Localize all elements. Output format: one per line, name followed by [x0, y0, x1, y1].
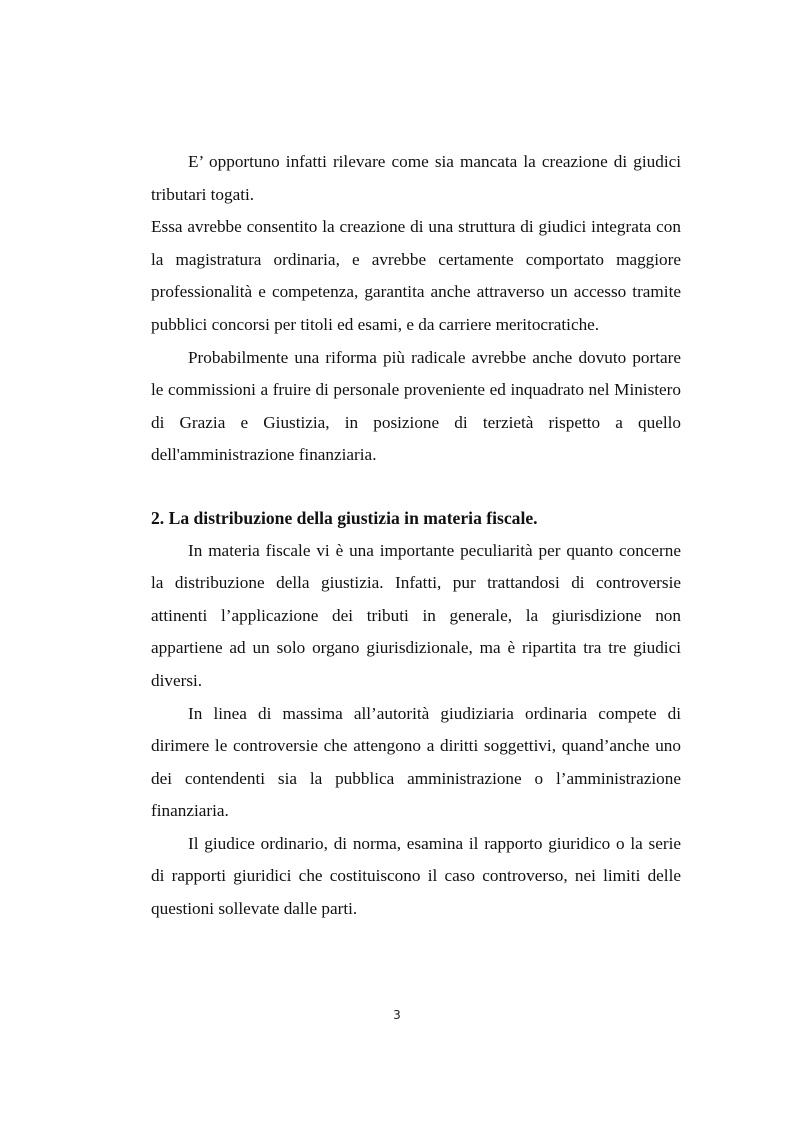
paragraph-riforma: Probabilmente una riforma più radicale avrebbe anche dovuto portare le commissioni a fruire di personale proveniente ed inquadrato nel Ministero di Grazia e Giustizia, in posizione di terzietà rispetto a quello dell'amministrazione finanziaria.	[151, 347, 681, 465]
document-page	[151, 146, 681, 926]
page-number: 3	[393, 1008, 401, 1022]
paragraph-autorita: In linea di massima all’autorità giudiziaria ordinaria compete di dirimere le controversie che attengono a diritti soggettivi, quand’anche uno dei contendenti sia la pubblica amministrazione o l’amministrazione finanziaria.	[151, 703, 681, 821]
paragraph-giudice-ordinario: Il giudice ordinario, di norma, esamina il rapporto giuridico o la serie di rapporti giuridici che costituiscono il caso controverso, nei limiti delle questioni sollevate dalle parti.	[151, 833, 681, 919]
paragraph-peculiarita: In materia fiscale vi è una importante peculiarità per quanto concerne la distribuzione della giustizia. Infatti, pur trattandosi di controversie attinenti l’applicazione dei tributi in generale, la giurisdizione non appartiene ad un solo organo giurisdizionale, ma è ripartita tra tre giudici diversi.	[151, 540, 681, 690]
paragraph-struttura: Essa avrebbe consentito la creazione di una struttura di giudici integrata con la magistratura ordinaria, e avrebbe certamente comportato maggiore professionalità e competenza, garantita anche attraverso un accesso tramite pubblici concorsi per titoli ed esami, e da carriere meritocratiche.	[151, 217, 681, 334]
section-heading: 2. La distribuzione della giustizia in materia fiscale.	[151, 507, 538, 528]
section-spacer	[151, 472, 681, 502]
paragraph-intro: E’ opportuno infatti rilevare come sia mancata la creazione di giudici tributari togati.	[151, 152, 681, 204]
